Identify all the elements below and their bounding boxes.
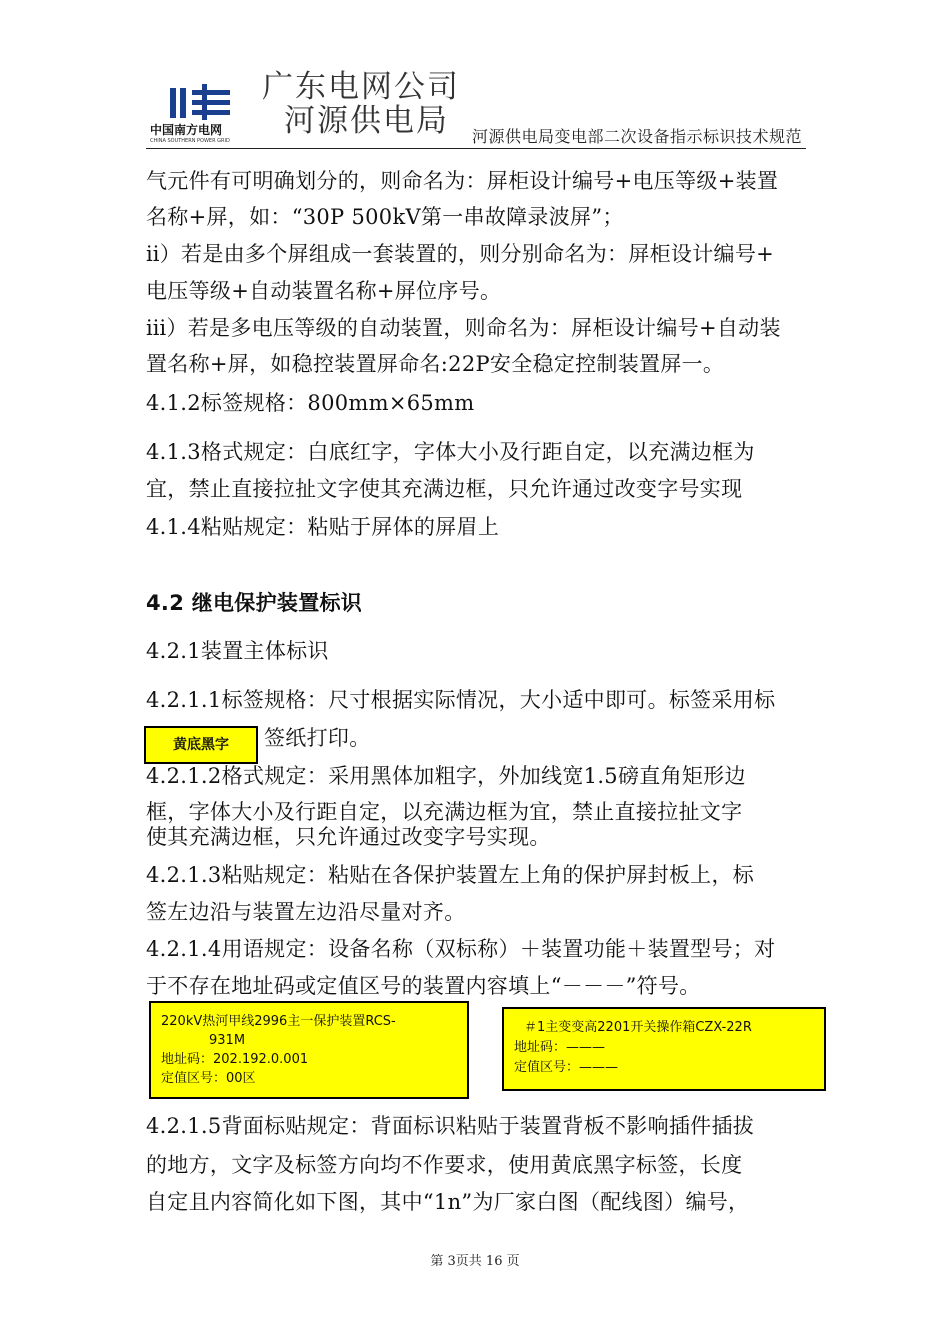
logo-subtext: CHINA SOUTHERN POWER GRID: [150, 138, 230, 144]
body-line: ⅱ）若是由多个屏组成一套装置的，则分别命名为：屏柜设计编号+: [146, 242, 775, 266]
body-line: 签左边沿与装置左边沿尽量对齐。: [146, 900, 466, 924]
company-logo: [146, 66, 250, 144]
body-line: 宜，禁止直接拉扯文字使其充满边框，只允许通过改变字号实现: [146, 477, 743, 501]
logo-text: 中国南方电网: [150, 123, 223, 137]
body-line: 4.2.1.4用语规定：设备名称（双标称）＋装置功能＋装置型号；对: [146, 937, 776, 961]
body-line: 框，字体大小及行距自定，以充满边框为宜，禁止直接拉扯文字: [146, 800, 743, 824]
body-line: 的地方，文字及标签方向均不作要求，使用黄底黑字标签，长度: [146, 1153, 743, 1177]
body-line: 气元件有可明确划分的，则命名为：屏柜设计编号+电压等级+装置: [146, 169, 779, 193]
body-line: ⅲ）若是多电压等级的自动装置，则命名为：屏柜设计编号+自动装: [146, 316, 781, 340]
body-line: 名称+屏，如：“30P 500kV第一串故障录波屏”；: [146, 205, 624, 229]
body-line: 4.1.4粘贴规定：粘贴于屏体的屏眉上: [146, 515, 500, 539]
header-divider: [146, 148, 806, 149]
label-line: 定值区号：———: [514, 1060, 619, 1075]
body-line: 4.2.1.5背面标贴规定：背面标识粘贴于装置背板不影响插件插拔: [146, 1114, 755, 1138]
body-line: 电压等级+自动装置名称+屏位序号。: [146, 279, 502, 303]
device-label-example-1: [149, 1001, 469, 1099]
label-line: 地址码：———: [514, 1040, 606, 1055]
label-line: 定值区号：00区: [161, 1071, 256, 1086]
power-grid-logo-icon: [146, 66, 250, 144]
body-line: 4.2.1.1标签规格：尺寸根据实际情况，大小适中即可。标签采用标: [146, 688, 776, 712]
yellow-label-sample: 黄底黑字: [144, 726, 258, 764]
body-line: 4.1.3格式规定：白底红字，字体大小及行距自定，以充满边框为: [146, 440, 755, 464]
label-line: 931M: [209, 1033, 246, 1048]
body-line: 自定且内容简化如下图，其中“1n”为厂家白图（配线图）编号，: [146, 1190, 750, 1214]
company-line-2: 河源供电局: [284, 103, 449, 139]
page-number: 第 3页共 16 页: [430, 1254, 520, 1269]
label-line: 地址码：202.192.0.001: [161, 1052, 309, 1067]
body-line: 使其充满边框，只允许通过改变字号实现。: [146, 825, 551, 849]
body-line: 置名称+屏，如稳控装置屏命名:22P安全稳定控制装置屏一。: [146, 352, 725, 376]
section-heading: 4.2 继电保护装置标识: [146, 591, 363, 615]
label-line: 220kV热河甲线2996主一保护装置RCS-: [161, 1014, 396, 1029]
body-line: 于不存在地址码或定值区号的装置内容填上“－－－”符号。: [146, 974, 701, 998]
body-line: 签纸打印。: [264, 726, 371, 750]
device-label-example-2: [502, 1007, 826, 1091]
body-line: 4.2.1.3粘贴规定：粘贴在各保护装置左上角的保护屏封板上，标: [146, 863, 755, 887]
company-name: [262, 70, 460, 138]
body-line: 4.2.1装置主体标识: [146, 639, 329, 663]
document-title: 河源供电局变电部二次设备指示标识技术规范: [472, 127, 803, 146]
company-line-1: 广东电网公司: [262, 69, 460, 105]
label-line: ＃1主变变高2201开关操作箱CZX-22R: [524, 1020, 752, 1035]
body-line: 4.1.2标签规格：800mm×65mm: [146, 391, 475, 415]
body-line: 4.2.1.2格式规定：采用黑体加粗字，外加线宽1.5磅直角矩形边: [146, 764, 746, 788]
